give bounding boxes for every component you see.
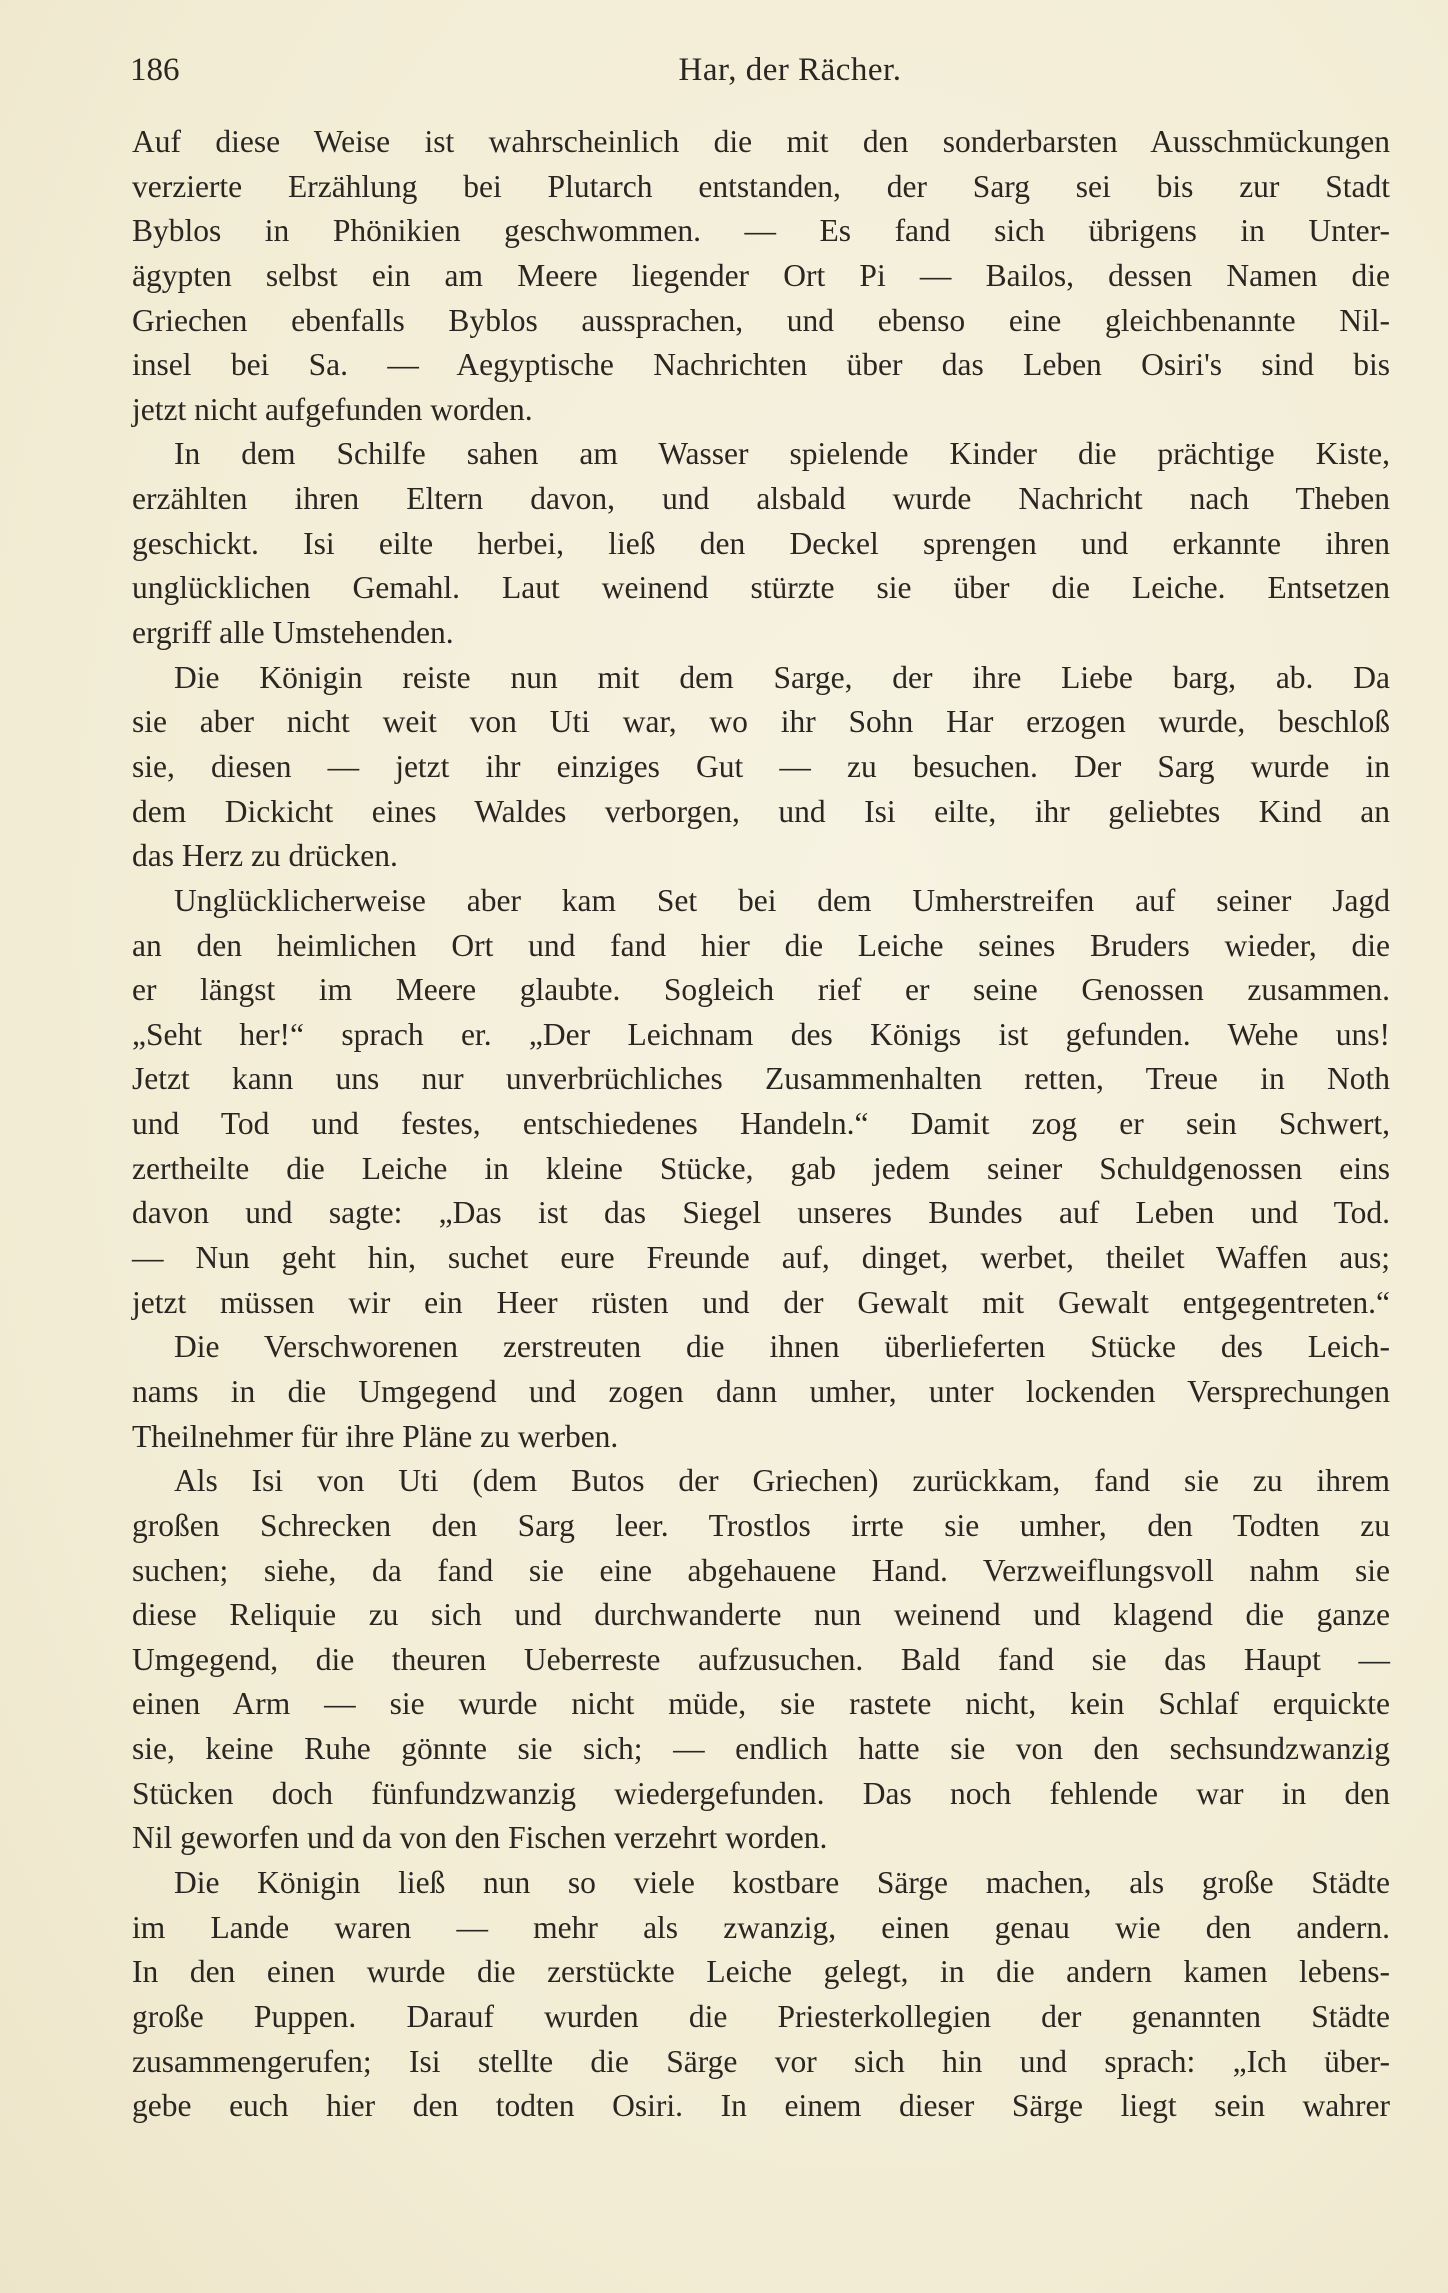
running-head-title: Har, der Rächer. bbox=[678, 52, 902, 88]
body-text bbox=[132, 120, 1390, 2129]
text-line: unglücklichen Gemahl. Laut weinend stürzte sie über die Leiche. Entsetzen bbox=[132, 570, 1390, 606]
text-line: Nil geworfen und da von den Fischen verzehrt worden. bbox=[132, 1820, 828, 1856]
text-line: Auf diese Weise ist wahrscheinlich die mit den sonderbarsten Ausschmückungen bbox=[132, 124, 1390, 159]
text-line: er längst im Meere glaubte. Sogleich rief er seine Genossen zusammen. bbox=[132, 972, 1390, 1008]
text-line: sie, keine Ruhe gönnte sie sich; — endlich hatte sie von den sechsundzwanzig bbox=[132, 1731, 1390, 1767]
text-line: Die Königin reiste nun mit dem Sarge, der ihre Liebe barg, ab. Da bbox=[174, 659, 1390, 695]
text-line: suchen; siehe, da fand sie eine abgehauene Hand. Verzweiflungsvoll nahm sie bbox=[132, 1552, 1390, 1588]
text-line: und Tod und festes, entschiedenes Handeln.“ Damit zog er sein Schwert, bbox=[132, 1106, 1390, 1142]
text-line: Als Isi von Uti (dem Butos der Griechen) zurückkam, fand sie zu ihrem bbox=[174, 1463, 1390, 1499]
text-line: ergriff alle Umstehenden. bbox=[132, 615, 454, 651]
text-line: In dem Schilfe sahen am Wasser spielende Kinder die prächtige Kiste, bbox=[174, 436, 1390, 472]
text-line: jetzt müssen wir ein Heer rüsten und der Gewalt mit Gewalt entgegentreten.“ bbox=[132, 1284, 1390, 1320]
page-number: 186 bbox=[130, 52, 180, 88]
text-line: dem Dickicht eines Waldes verborgen, und Isi eilte, ihr geliebtes Kind an bbox=[132, 793, 1390, 829]
text-line: Stücken doch fünfundzwanzig wiedergefunden. Das noch fehlende war in den bbox=[132, 1775, 1390, 1811]
text-line: sie aber nicht weit von Uti war, wo ihr Sohn Har erzogen wurde, beschloß bbox=[132, 704, 1390, 740]
text-line: erzählten ihren Eltern davon, und alsbald wurde Nachricht nach Theben bbox=[132, 481, 1390, 517]
text-line: großen Schrecken den Sarg leer. Trostlos irrte sie umher, den Todten zu bbox=[132, 1507, 1390, 1543]
text-line: „Seht her!“ sprach er. „Der Leichnam des Königs ist gefunden. Wehe uns! bbox=[132, 1016, 1390, 1052]
text-line: In den einen wurde die zerstückte Leiche gelegt, in die andern kamen lebens- bbox=[132, 1954, 1390, 1990]
text-line: Unglücklicherweise aber kam Set bei dem Umherstreifen auf seiner Jagd bbox=[174, 882, 1390, 918]
text-line: jetzt nicht aufgefunden worden. bbox=[132, 391, 533, 427]
text-line: Die Königin ließ nun so viele kostbare Särge machen, als große Städte bbox=[174, 1864, 1390, 1900]
text-line: im Lande waren — mehr als zwanzig, einen genau wie den andern. bbox=[132, 1909, 1390, 1945]
running-header bbox=[130, 52, 1390, 98]
text-line: davon und sagte: „Das ist das Siegel unseres Bundes auf Leben und Tod. bbox=[132, 1195, 1390, 1231]
text-line: Theilnehmer für ihre Pläne zu werben. bbox=[132, 1418, 619, 1454]
text-line: verzierte Erzählung bei Plutarch entstanden, der Sarg sei bis zur Stadt bbox=[132, 168, 1390, 204]
text-line: nams in die Umgegend und zogen dann umher, unter lockenden Versprechungen bbox=[132, 1373, 1390, 1409]
text-line: zertheilte die Leiche in kleine Stücke, gab jedem seiner Schuldgenossen eins bbox=[132, 1150, 1390, 1186]
text-line: einen Arm — sie wurde nicht müde, sie rastete nicht, kein Schlaf erquickte bbox=[132, 1686, 1390, 1722]
text-line: ägypten selbst ein am Meere liegender Ort Pi — Bailos, dessen Namen die bbox=[132, 257, 1390, 293]
text-line: Umgegend, die theuren Ueberreste aufzusuchen. Bald fand sie das Haupt — bbox=[132, 1641, 1390, 1677]
text-line: zusammengerufen; Isi stellte die Särge vor sich hin und sprach: „Ich über- bbox=[132, 2043, 1390, 2079]
text-line: an den heimlichen Ort und fand hier die Leiche seines Bruders wieder, die bbox=[132, 927, 1390, 963]
text-line: — Nun geht hin, suchet eure Freunde auf, dinget, werbet, theilet Waffen aus; bbox=[132, 1240, 1390, 1276]
text-line: geschickt. Isi eilte herbei, ließ den Deckel sprengen und erkannte ihren bbox=[132, 525, 1390, 561]
text-line: große Puppen. Darauf wurden die Priesterkollegien der genannten Städte bbox=[132, 1998, 1390, 2034]
text-line: gebe euch hier den todten Osiri. In einem dieser Särge liegt sein wahrer bbox=[132, 2088, 1390, 2124]
text-line: Jetzt kann uns nur unverbrüchliches Zusammenhalten retten, Treue in Noth bbox=[132, 1061, 1390, 1097]
text-line: Die Verschworenen zerstreuten die ihnen überlieferten Stücke des Leich- bbox=[174, 1329, 1390, 1365]
text-line: Griechen ebenfalls Byblos aussprachen, und ebenso eine gleichbenannte Nil- bbox=[132, 302, 1390, 338]
text-line: insel bei Sa. — Aegyptische Nachrichten über das Leben Osiri's sind bis bbox=[132, 347, 1390, 383]
text-line: diese Reliquie zu sich und durchwanderte nun weinend und klagend die ganze bbox=[132, 1597, 1390, 1633]
text-line: sie, diesen — jetzt ihr einziges Gut — zu besuchen. Der Sarg wurde in bbox=[132, 748, 1390, 784]
text-line: Byblos in Phönikien geschwommen. — Es fand sich übrigens in Unter- bbox=[132, 213, 1390, 249]
text-line: das Herz zu drücken. bbox=[132, 838, 398, 874]
